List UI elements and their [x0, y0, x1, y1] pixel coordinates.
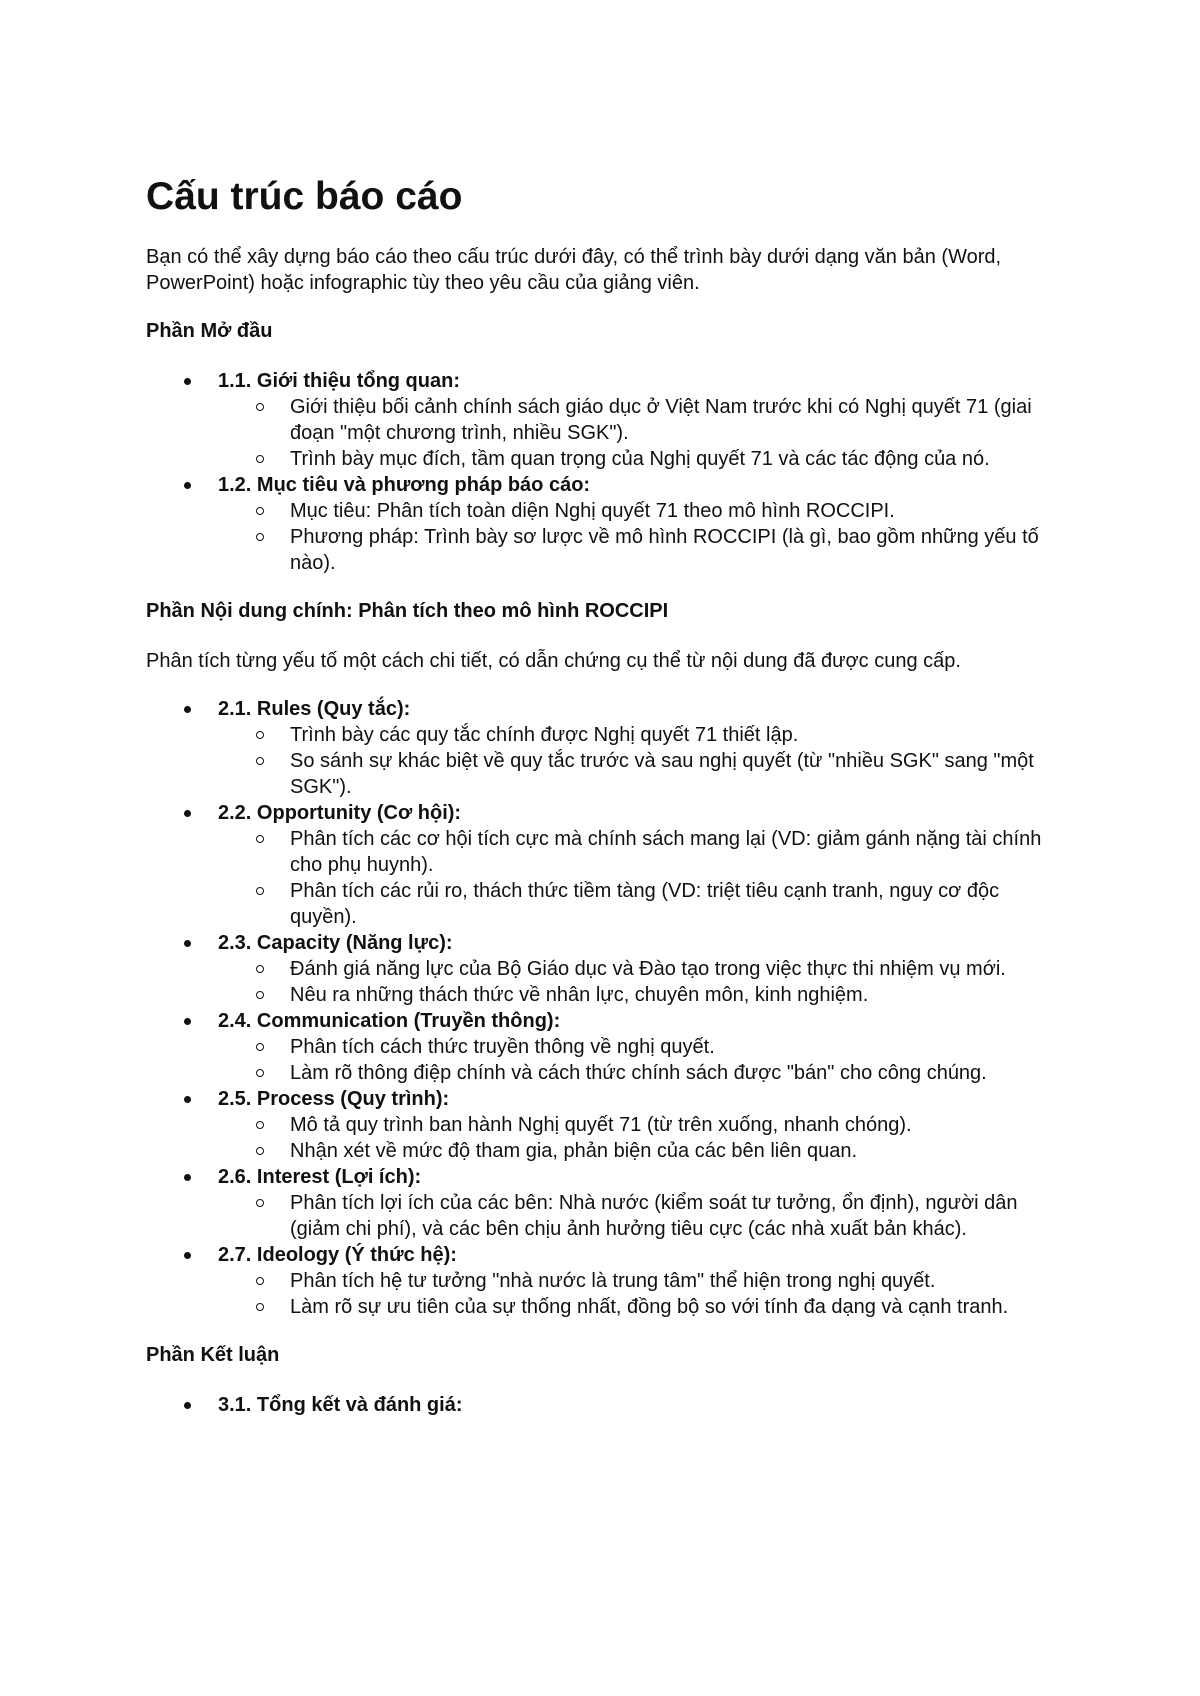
item-title: 2.5. Process (Quy trình): [218, 1088, 450, 1110]
list-item [146, 930, 1066, 1008]
subitem-list [218, 498, 1066, 576]
list-item [146, 1008, 1066, 1086]
sub-item-text: Đánh giá năng lực của Bộ Giáo dục và Đào tạo trong việc thực thi nhiệm vụ mới. [290, 958, 1006, 980]
bullet-dot-icon [184, 378, 191, 385]
sub-list-item [218, 748, 1066, 800]
bullet-circle-icon [256, 1043, 264, 1051]
section-heading: Phần Mở đầu [146, 320, 273, 342]
bullet-circle-icon [256, 1121, 264, 1129]
list-item [146, 368, 1066, 472]
item-title: 2.7. Ideology (Ý thức hệ): [218, 1244, 457, 1266]
item-title: 3.1. Tổng kết và đánh giá: [218, 1394, 463, 1416]
sub-item-text: Phân tích các rủi ro, thách thức tiềm tàng (VD: triệt tiêu cạnh tranh, nguy cơ độc quyền). [290, 880, 1000, 928]
bullet-circle-icon [256, 1303, 264, 1311]
sub-list-item [218, 1294, 1066, 1320]
sub-item-text: Nêu ra những thách thức về nhân lực, chuyên môn, kinh nghiệm. [290, 984, 869, 1006]
section-item-list [146, 696, 1066, 1320]
subitem-list [218, 394, 1066, 472]
sub-item-text: Làm rõ sự ưu tiên của sự thống nhất, đồng bộ so với tính đa dạng và cạnh tranh. [290, 1296, 1009, 1318]
list-item [146, 1392, 1066, 1418]
document-title: Cấu trúc báo cáo [146, 175, 463, 218]
sub-item-text: So sánh sự khác biệt về quy tắc trước và sau nghị quyết (từ "nhiều SGK" sang "một SGK"). [290, 750, 1034, 798]
sub-list-item [218, 1138, 1066, 1164]
list-item [146, 1086, 1066, 1164]
item-title: 1.2. Mục tiêu và phương pháp báo cáo: [218, 474, 591, 496]
bullet-circle-icon [256, 507, 264, 515]
sub-item-text: Phân tích hệ tư tưởng "nhà nước là trung tâm" thể hiện trong nghị quyết. [290, 1270, 936, 1292]
bullet-dot-icon [184, 1402, 191, 1409]
sub-item-text: Phương pháp: Trình bày sơ lược về mô hình ROCCIPI (là gì, bao gồm những yếu tố nào). [290, 526, 1039, 574]
bullet-dot-icon [184, 1174, 191, 1181]
bullet-dot-icon [184, 1096, 191, 1103]
sub-item-text: Phân tích lợi ích của các bên: Nhà nước (kiểm soát tư tưởng, ổn định), người dân (giảm chi phí), và các bên chịu ảnh hưởng tiêu cực (các nhà xuất bản khác). [290, 1192, 1018, 1240]
sub-list-item [218, 1112, 1066, 1138]
sub-list-item [218, 722, 1066, 748]
bullet-circle-icon [256, 887, 264, 895]
sub-item-text: Giới thiệu bối cảnh chính sách giáo dục ở Việt Nam trước khi có Nghị quyết 71 (giai đoạn "một chương trình, nhiều SGK"). [290, 396, 1032, 444]
sub-list-item [218, 446, 1066, 472]
sub-item-text: Nhận xét về mức độ tham gia, phản biện của các bên liên quan. [290, 1140, 858, 1162]
section-item-list [146, 1392, 1066, 1418]
item-title: 2.1. Rules (Quy tắc): [218, 698, 411, 720]
bullet-circle-icon [256, 731, 264, 739]
subitem-list [218, 1268, 1066, 1320]
item-title: 2.6. Interest (Lợi ích): [218, 1166, 422, 1188]
sections-container [146, 318, 1066, 1418]
sub-list-item [218, 878, 1066, 930]
section-heading: Phần Kết luận [146, 1344, 280, 1366]
bullet-circle-icon [256, 403, 264, 411]
section-intro: Phân tích từng yếu tố một cách chi tiết, có dẫn chứng cụ thể từ nội dung đã được cung cấp. [146, 650, 961, 672]
sub-item-text: Trình bày các quy tắc chính được Nghị quyết 71 thiết lập. [290, 724, 799, 746]
list-item [146, 1242, 1066, 1320]
sub-item-text: Phân tích các cơ hội tích cực mà chính sách mang lại (VD: giảm gánh nặng tài chính cho phụ huynh). [290, 828, 1042, 876]
bullet-circle-icon [256, 835, 264, 843]
sub-list-item [218, 498, 1066, 524]
sub-list-item [218, 982, 1066, 1008]
bullet-circle-icon [256, 965, 264, 973]
document-page [146, 170, 1066, 1440]
item-title: 2.3. Capacity (Năng lực): [218, 932, 453, 954]
section-heading: Phần Nội dung chính: Phân tích theo mô hình ROCCIPI [146, 600, 669, 622]
item-title: 1.1. Giới thiệu tổng quan: [218, 370, 460, 392]
subitem-list [218, 1190, 1066, 1242]
bullet-circle-icon [256, 533, 264, 541]
list-item [146, 696, 1066, 800]
bullet-dot-icon [184, 706, 191, 713]
subitem-list [218, 956, 1066, 1008]
list-item [146, 472, 1066, 576]
sub-item-text: Phân tích cách thức truyền thông về nghị quyết. [290, 1036, 715, 1058]
sub-list-item [218, 1268, 1066, 1294]
bullet-circle-icon [256, 1147, 264, 1155]
item-title: 2.2. Opportunity (Cơ hội): [218, 802, 462, 824]
bullet-dot-icon [184, 1018, 191, 1025]
sub-list-item [218, 394, 1066, 446]
sub-list-item [218, 1060, 1066, 1086]
bullet-circle-icon [256, 757, 264, 765]
sub-item-text: Làm rõ thông điệp chính và cách thức chính sách được "bán" cho công chúng. [290, 1062, 987, 1084]
sub-item-text: Mô tả quy trình ban hành Nghị quyết 71 (từ trên xuống, nhanh chóng). [290, 1114, 912, 1136]
sub-item-text: Mục tiêu: Phân tích toàn diện Nghị quyết 71 theo mô hình ROCCIPI. [290, 500, 895, 522]
subitem-list [218, 722, 1066, 800]
subitem-list [218, 1112, 1066, 1164]
sub-list-item [218, 524, 1066, 576]
bullet-circle-icon [256, 1069, 264, 1077]
bullet-circle-icon [256, 455, 264, 463]
item-title: 2.4. Communication (Truyền thông): [218, 1010, 561, 1032]
list-item [146, 1164, 1066, 1242]
section-item-list [146, 368, 1066, 576]
sub-list-item [218, 1034, 1066, 1060]
bullet-circle-icon [256, 991, 264, 999]
subitem-list [218, 1034, 1066, 1086]
bullet-dot-icon [184, 1252, 191, 1259]
sub-list-item [218, 1190, 1066, 1242]
sub-list-item [218, 956, 1066, 982]
subitem-list [218, 826, 1066, 930]
bullet-dot-icon [184, 940, 191, 947]
bullet-circle-icon [256, 1199, 264, 1207]
document-intro: Bạn có thể xây dựng báo cáo theo cấu trúc dưới đây, có thể trình bày dưới dạng văn bản (Word, PowerPoint) hoặc infographic tùy theo yêu cầu của giảng viên. [146, 246, 1002, 294]
bullet-dot-icon [184, 482, 191, 489]
sub-list-item [218, 826, 1066, 878]
bullet-dot-icon [184, 810, 191, 817]
sub-item-text: Trình bày mục đích, tầm quan trọng của Nghị quyết 71 và các tác động của nó. [290, 448, 990, 470]
list-item [146, 800, 1066, 930]
bullet-circle-icon [256, 1277, 264, 1285]
